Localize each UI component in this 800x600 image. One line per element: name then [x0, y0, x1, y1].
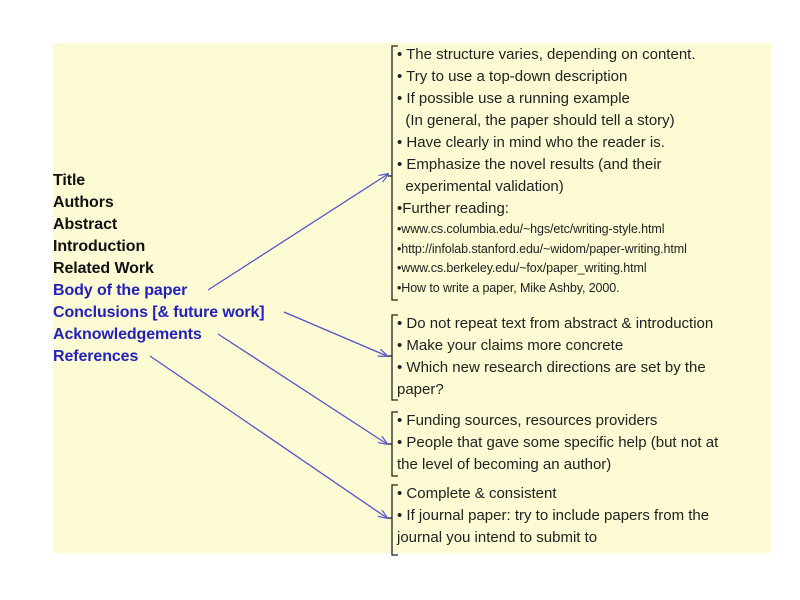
- note-line: experimental validation): [397, 178, 564, 195]
- note-line: the level of becoming an author): [397, 456, 612, 473]
- bracket-body: [392, 46, 398, 300]
- note-line: • Complete & consistent: [397, 485, 557, 502]
- section-related-work: Related Work: [53, 260, 154, 277]
- section-authors: Authors: [53, 194, 114, 211]
- note-line: • People that gave some specific help (but not at: [397, 434, 719, 451]
- section-introduction: Introduction: [53, 238, 146, 255]
- arrow-acknowledgements: [218, 334, 387, 444]
- note-line: (In general, the paper should tell a story): [397, 112, 675, 129]
- note-line: • Make your claims more concrete: [397, 337, 624, 354]
- note-line: • Funding sources, resources providers: [397, 412, 658, 429]
- note-line: • Do not repeat text from abstract & introduction: [397, 315, 714, 332]
- note-line: • Have clearly in mind who the reader is.: [397, 134, 665, 151]
- note-line: • The structure varies, depending on content.: [397, 46, 696, 63]
- reading-link: •www.cs.columbia.edu/~hgs/etc/writing-style.html: [397, 222, 665, 236]
- arrow-conclusions: [284, 312, 387, 356]
- section-title: Title: [53, 172, 86, 189]
- note-line: paper?: [397, 381, 444, 398]
- note-line: • Emphasize the novel results (and their: [397, 156, 662, 173]
- bracket-conclusions: [392, 315, 398, 400]
- bracket-acknowledgements: [392, 412, 398, 476]
- section-references: References: [53, 348, 139, 365]
- note-line: • Which new research directions are set by the: [397, 359, 706, 376]
- section-acknowledgements: Acknowledgements: [53, 326, 202, 343]
- note-line: •Further reading:: [397, 200, 509, 217]
- reading-link: •www.cs.berkeley.edu/~fox/paper_writing.html: [397, 261, 647, 275]
- note-line: • If journal paper: try to include papers from the: [397, 507, 710, 524]
- reading-link: •How to write a paper, Mike Ashby, 2000.: [397, 280, 620, 295]
- reading-link: •http://infolab.stanford.edu/~widom/paper-writing.html: [397, 241, 687, 256]
- bracket-references: [392, 485, 398, 555]
- section-body-of-paper: Body of the paper: [53, 282, 188, 299]
- arrow-body: [208, 174, 388, 290]
- note-line: journal you intend to submit to: [397, 529, 598, 546]
- note-line: • If possible use a running example: [397, 90, 630, 107]
- arrow-references: [150, 356, 387, 518]
- section-abstract: Abstract: [53, 216, 118, 233]
- section-conclusions: Conclusions [& future work]: [53, 304, 265, 321]
- note-line: • Try to use a top-down description: [397, 68, 628, 85]
